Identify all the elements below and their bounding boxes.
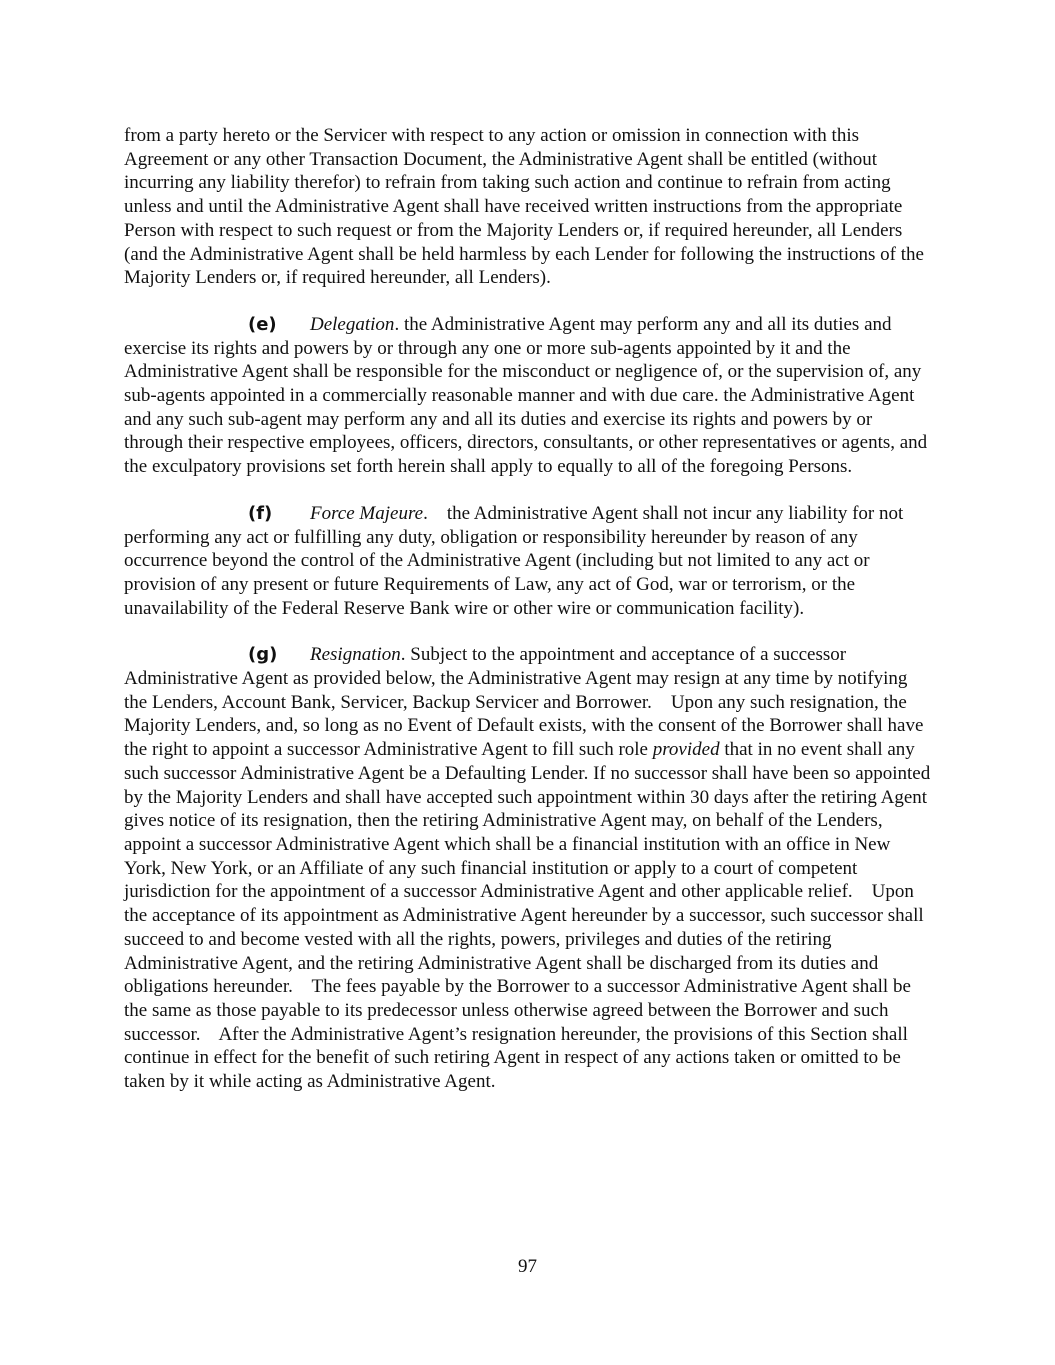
section-g-heading: Resignation	[310, 644, 401, 666]
section-g-marker: (g)	[248, 644, 278, 666]
continuation-paragraph	[124, 124, 932, 290]
section-f-heading: Force Majeure	[310, 502, 424, 524]
section-f-body: . the Administrative Agent shall not incur any liability for not performing any act or fulfilling any duty, obligation or responsibility hereunder by reason of any occurrence beyond the control of the Administrative Agent (including but not limited to any act or provision of any present or future Requirements of Law, any act of God, war or terrorism, or the unavailability of the Federal Reserve Bank wire or other wire or communication facility).	[124, 502, 909, 619]
section-g-body-part-2: that in no event shall any such successor Administrative Agent be a Defaulting Lender. If no successor shall have been so appointed by the Majority Lenders and shall have accepted such appointment within 30 days after the retiring Agent gives notice of its resignation, then the retiring Administrative Agent may, on behalf of the Lenders, appoint a successor Administrative Agent which shall be a financial institution with an office in New York, New York, or an Affiliate of any such financial institution or apply to a court of competent jurisdiction for the appointment of a successor Administrative Agent and other applicable relief. Upon the acceptance of its appointment as Administrative Agent hereunder by a successor, such successor shall succeed to and become vested with all the rights, powers, privileges and duties of the retiring Administrative Agent, and the retiring Administrative Agent shall be discharged from its duties and obligations hereunder. The fees payable by the Borrower to a successor Administrative Agent shall be the same as those payable to its predecessor unless otherwise agreed between the Borrower and such successor. After the Administrative Agent’s resignation hereunder, the provisions of this Section shall continue in effect for the benefit of such retiring Agent in respect of any actions taken or omitted to be taken by it while acting as Administrative Agent.	[124, 739, 935, 1093]
document-page	[124, 124, 935, 1117]
section-e-marker: (e)	[248, 313, 277, 335]
section-f-marker: (f)	[248, 502, 273, 524]
section-g-body-part-1: . Subject to the appointment and acceptance of a successor Administrative Agent as provided below, the Administrative Agent may resign at any time by notifying the Lenders, Account Bank, Servicer, Backup Servicer and Borrower. Upon any such resignation, the Majority Lenders, and, so long as no Event of Default exists, with the consent of the Borrower shall have the right to appoint a successor Administrative Agent to fill such role	[124, 644, 929, 761]
section-g-resignation	[124, 643, 935, 1093]
section-f-force-majeure	[124, 502, 932, 621]
section-e-delegation	[124, 313, 932, 479]
page-number: 97	[518, 1256, 537, 1277]
section-e-body: . the Administrative Agent may perform any and all its duties and exercise its rights and powers by or through any one or more sub-agents appointed by it and the Administrative Agent shall be responsible for the misconduct or negligence of, or the supervision of, any sub-agents appointed in a commercially reasonable manner and with due care. the Administrative Agent and any such sub-agent may perform any and all its duties and exercise its rights and powers by or through their respective employees, officers, directors, consultants, or other representatives or agents, and the exculpatory provisions set forth herein shall apply to equally to all of the foregoing Persons.	[124, 313, 928, 478]
continuation-text: from a party hereto or the Servicer with respect to any action or omission in connection with this Agreement or any other Transaction Document, the Administrative Agent shall be entitled (without incurring any liability therefor) to refrain from taking such action and continue to refrain from acting unless and until the Administrative Agent shall have received written instructions from the appropriate Person with respect to such request or from the Majority Lenders or, if required hereunder, all Lenders (and the Administrative Agent shall be held harmless by each Lender for following the instructions of the Majority Lenders or, if required hereunder, all Lenders).	[124, 125, 924, 289]
provided-term: provided	[652, 739, 720, 761]
section-e-heading: Delegation	[310, 313, 395, 335]
